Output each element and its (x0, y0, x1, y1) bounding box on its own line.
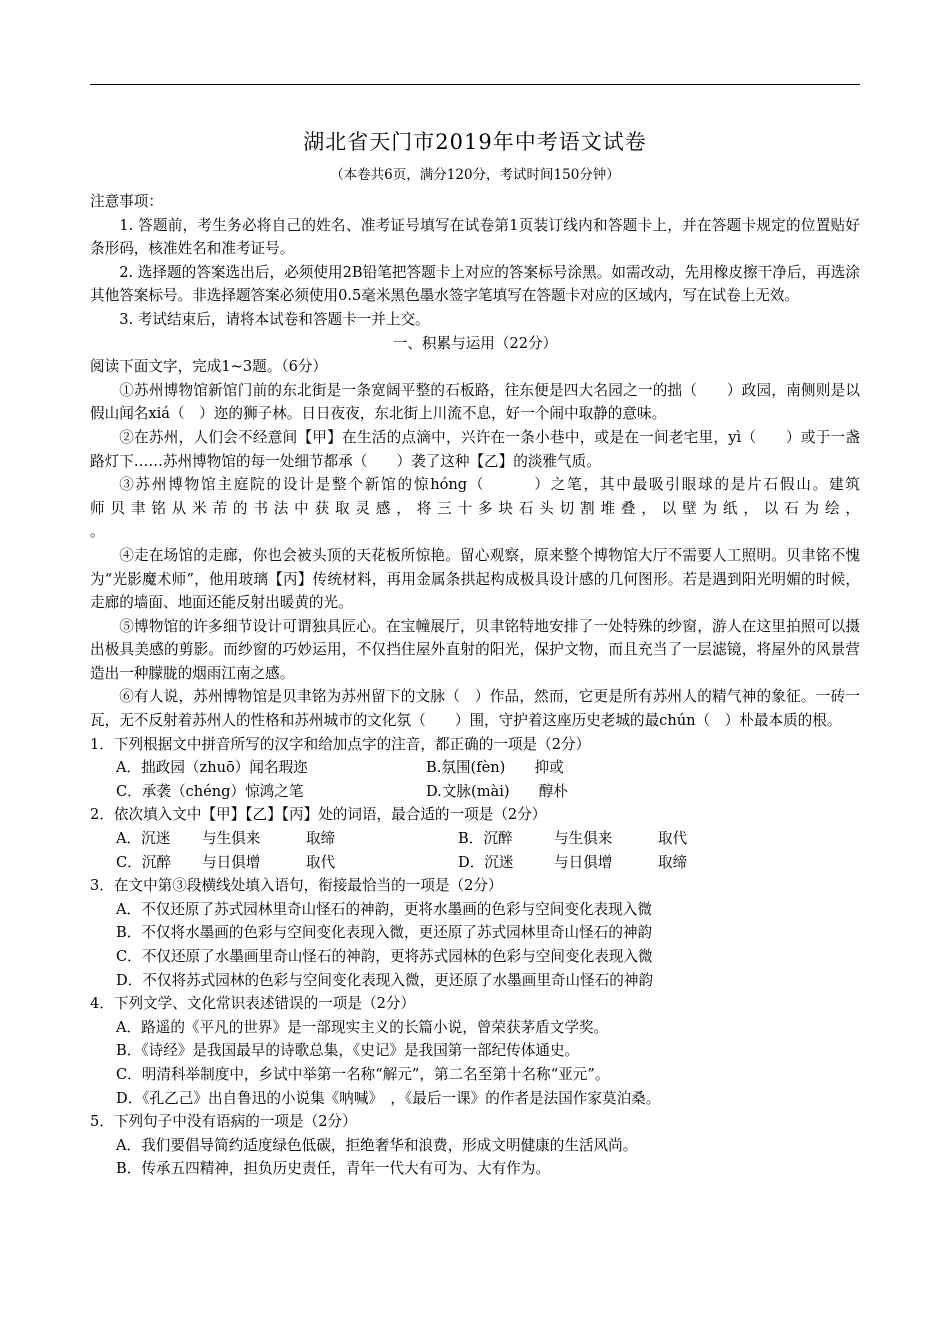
option-a: A．我们要倡导简约适度绿色低碳，拒绝奢华和浪费，形成文明健康的生活风尚。 (116, 1136, 638, 1154)
option-d-label: D．沉迷 (458, 853, 514, 871)
option-d: D．《孔乙己》出自鲁迅的小说集《呐喊》 ，《最后一课》的作者是法国作家莫泊桑。 (116, 1089, 661, 1107)
option-c: C．承袭（chéng）惊鸿之笔 (116, 782, 304, 800)
question-2-stem: 2．依次填入文中【甲】【乙】【丙】处的词语，最合适的一项是（2分） (90, 806, 547, 824)
option-c-word-2: 与日俱增 (202, 853, 261, 871)
notice-item: 3. 考试结束后，请将本试卷和答题卡一并上交。 (119, 310, 430, 328)
question-4-stem: 4．下列文学、文化常识表述错误的一项是（2分） (90, 995, 416, 1013)
passage-paragraph-2: ②在苏州，人们会不经意间【甲】在生活的点滴中，兴许在一条小巷中，或是在一间老宅里，yì（ ）或于一盏路灯下……苏州博物馆的每一处细节都承（ ）袭了这种【乙】的淡雅气质。 (90, 428, 860, 470)
option-b-word-2: 与生俱来 (554, 830, 613, 848)
question-3-stem: 3．在文中第③段横线处填入语句，衔接最恰当的一项是（2分） (90, 877, 503, 895)
header-rule (90, 84, 860, 85)
option-a: A．路遥的《平凡的世界》是一部现实主义的长篇小说，曾荣获茅盾文学奖。 (116, 1018, 609, 1036)
option-b: B．《诗经》是我国最早的诗歌总集，《史记》是我国第一部纪传体通史。 (116, 1042, 580, 1060)
page-title: 湖北省天门市2019年中考语文试卷 (303, 130, 647, 154)
question-5-stem: 5．下列句子中没有语病的一项是（2分） (90, 1113, 357, 1131)
option-b: B.氛围(fèn) 抑或 (426, 759, 564, 777)
question-2-options-row (90, 851, 860, 875)
option-d: D．不仅将苏式园林的色彩与空间变化表现入微，更还原了水墨画里奇山怪石的神韵 (116, 971, 654, 989)
passage-paragraph-1: ①苏州博物馆新馆门前的东北街是一条宽阔平整的石板路，往东便是四大名园之一的拙（ ）政园，南侧则是以假山闻名xiá（ ）迩的狮子林。日日夜夜，东北街上川流不息，好一个闹中取静的意味。 (90, 381, 860, 423)
exam-content (90, 190, 860, 1181)
section-instruction: 阅读下面文字，完成1~3题。（6分） (90, 358, 328, 376)
option-a-word-2: 与生俱来 (202, 830, 261, 848)
section-heading: 一、积累与运用（22分） (392, 334, 558, 352)
passage-paragraph-5: ⑤博物馆的许多细节设计可谓独具匠心。在宝幢展厅，贝聿铭特地安排了一处特殊的纱窗，游人在这里拍照可以摄出极具美感的剪影。而纱窗的巧妙运用，不仅挡住屋外直射的阳光，保护文物，而且充当了一层滤镜，将屋外的风景营造出一种朦胧的烟雨江南之感。 (90, 617, 860, 682)
option-c: C．不仅还原了水墨画里奇山怪石的神韵，更将苏式园林的色彩与空间变化表现入微 (116, 948, 653, 965)
option-b-word-3: 取代 (658, 830, 688, 848)
question-1-stem: 1．下列根据文中拼音所写的汉字和给加点字的注音，都正确的一项是（2分） (90, 735, 591, 753)
option-a-word-3: 取缔 (306, 830, 336, 848)
option-c-word-3: 取代 (306, 853, 336, 871)
question-1-options-row (90, 756, 860, 780)
notice-item: 2. 选择题的答案选出后，必须使用2B铅笔把答题卡上对应的答案标号涂黑。如需改动，先用橡皮擦干净后，再选涂其他答案标号。非选择题答案必须使用0.5毫米黑色墨水签字笔填写在答题卡对应的区域内，写在试卷上无效。 (90, 263, 860, 305)
option-a-label: A．沉迷 (116, 830, 171, 848)
option-b: B．不仅将水墨画的色彩与空间变化表现入微，更还原了苏式园林里奇山怪石的神韵 (116, 924, 653, 942)
option-d-word-2: 与日俱增 (554, 853, 613, 871)
option-d-word-3: 取缔 (658, 853, 688, 871)
option-b-label: B．沉醉 (458, 830, 513, 848)
notice-item: 1. 答题前，考生务必将自己的姓名、准考证号填写在试卷第1页装订线内和答题卡上，并在答题卡规定的位置贴好条形码，核准姓名和准考证号。 (90, 216, 860, 258)
option-d: D.文脉(mài) 醇朴 (426, 782, 568, 800)
option-a: A．不仅还原了苏式园林里奇山怪石的神韵，更将水墨画的色彩与空间变化表现入微 (116, 900, 652, 918)
passage-paragraph-3-line-2: 师贝聿铭从米芾的书法中获取灵感，将三十多块石头切割堆叠，以壁为纸，以石为绘， (90, 499, 860, 517)
passage-paragraph-3-blank: 。 (90, 523, 105, 541)
option-c-label: C．沉醉 (116, 853, 171, 871)
option-b: B．传承五四精神，担负历史责任，青年一代大有可为、大有作为。 (116, 1160, 550, 1178)
page-subtitle: （本卷共6页，满分120分，考试时间150分钟） (330, 167, 620, 183)
passage-paragraph-4: ④走在场馆的走廊，你也会被头顶的天花板所惊艳。留心观察，原来整个博物馆大厅不需要人工照明。贝聿铭不愧为“光影魔术师”，他用玻璃【丙】传统材料，再用金属条拱起构成极具设计感的几何图形。若是遇到阳光明媚的时候，走廊的墙面、地面还能反射出暖黄的光。 (90, 546, 860, 612)
passage-paragraph-6: ⑥有人说，苏州博物馆是贝聿铭为苏州留下的文脉（ ）作品，然而，它更是所有苏州人的精气神的象征。一砖一瓦，无不反射着苏州人的性格和苏州城市的文化氛（ ）围，守护着这座历史老城的最chún（ ）朴最本质的根。 (90, 688, 860, 730)
option-a: A．拙政园（zhuō）闻名瑕迩 (116, 759, 308, 777)
question-2-options-row (90, 827, 860, 851)
passage-paragraph-3-line-1: ③苏州博物馆主庭院的设计是整个新馆的惊hóng（ ）之笔，其中最吸引眼球的是片石假山。建筑 (119, 476, 860, 494)
notice-heading: 注意事项： (90, 193, 163, 210)
option-c: C．明清科举制度中，乡试中举第一名称“解元”，第二名至第十名称“亚元”。 (116, 1065, 610, 1083)
question-1-options-row (90, 780, 860, 804)
